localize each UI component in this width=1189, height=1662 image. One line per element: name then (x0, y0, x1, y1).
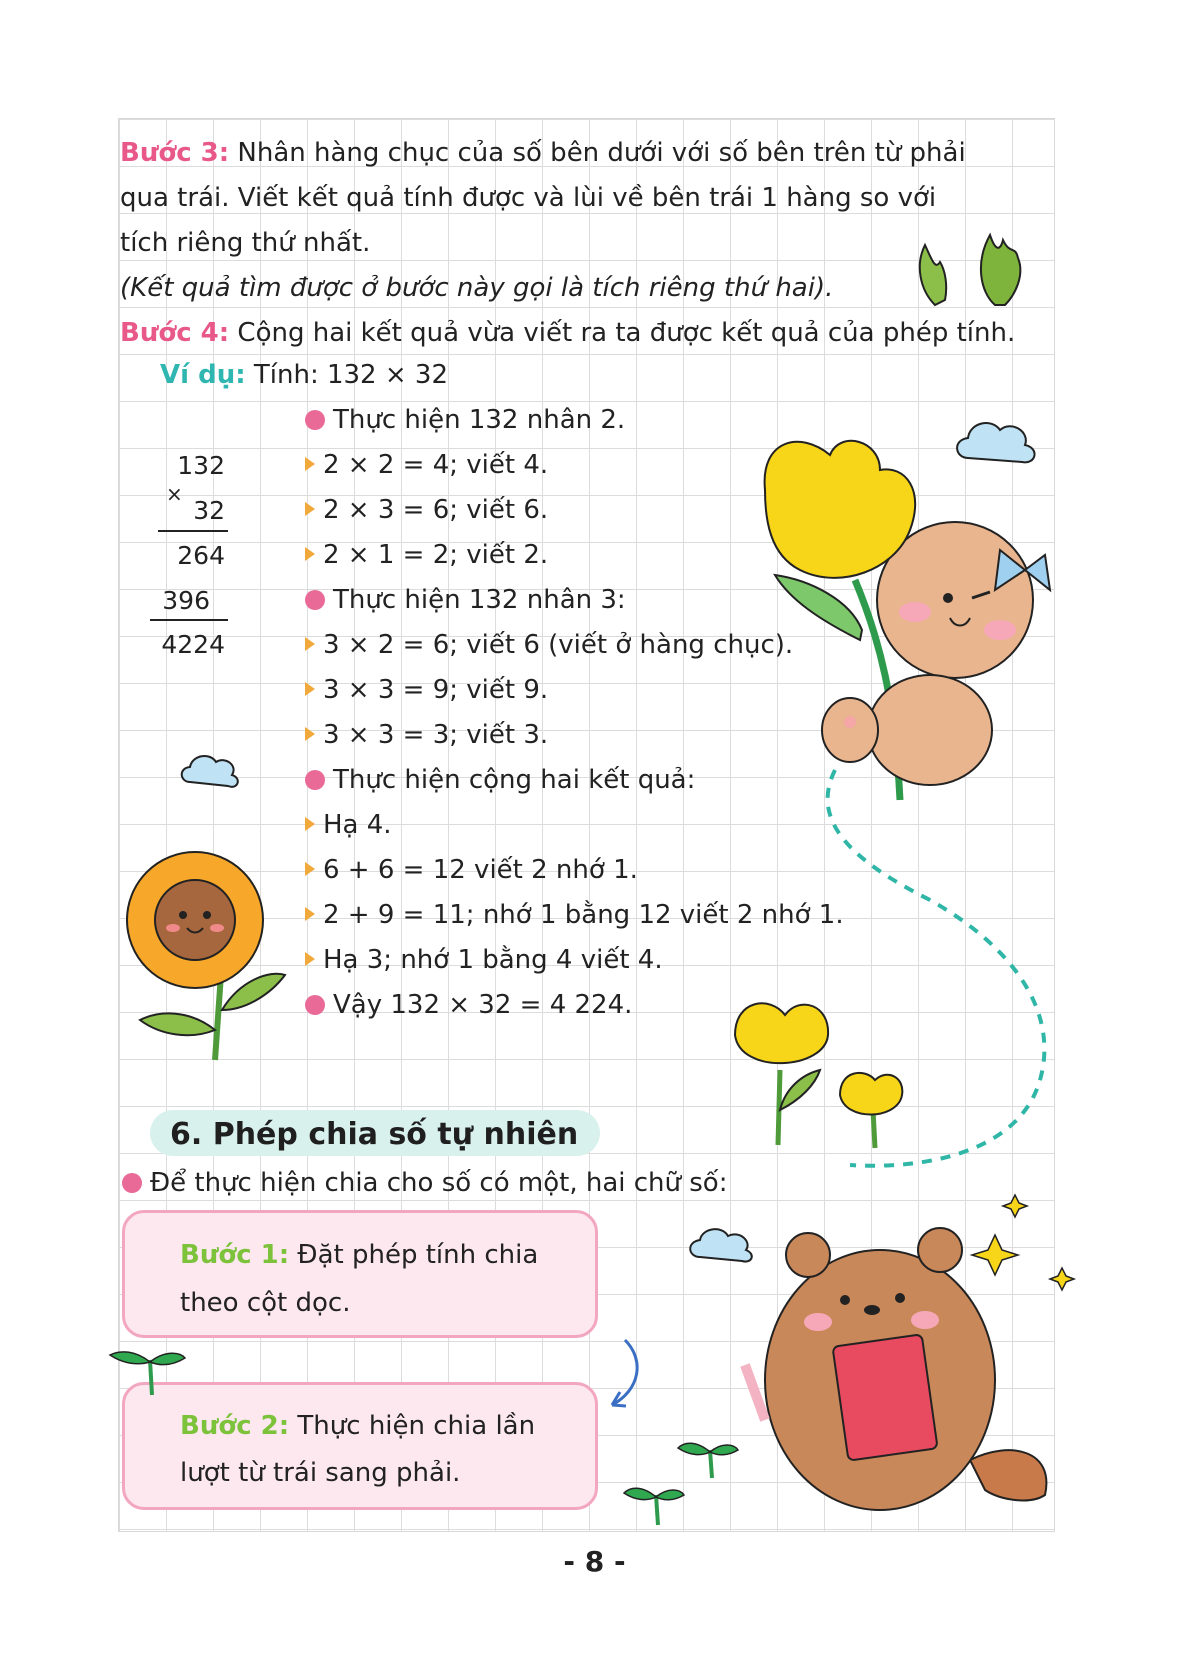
operator-sign: × (166, 482, 183, 506)
list-item: Thực hiện 132 nhân 3: (305, 587, 626, 613)
list-item: 2 + 9 = 11; nhớ 1 bằng 12 viết 2 nhớ 1. (305, 902, 844, 928)
step3-label: Bước 3: (120, 138, 230, 168)
section-title: 6. Phép chia số tự nhiên (170, 1117, 579, 1152)
sparkle-icon (972, 1235, 1018, 1275)
list-item: Thực hiện cộng hai kết quả: (305, 767, 695, 793)
partial-product-1: 264 (177, 541, 225, 570)
cloud-icon (957, 423, 1034, 462)
division-step-2-line1: Bước 2: Thực hiện chia lần (180, 1411, 536, 1441)
sparkle-icon (1050, 1268, 1074, 1290)
multiplicand: 132 (177, 451, 225, 480)
tulip-bear-illustration (765, 441, 1050, 800)
page-number: - 8 - (563, 1545, 626, 1578)
sprout-icon (678, 1443, 738, 1478)
list-item: 2 × 3 = 6; viết 6. (305, 497, 548, 523)
division-step-1-line2: theo cột dọc. (180, 1288, 351, 1318)
list-item: 6 + 6 = 12 viết 2 nhớ 1. (305, 857, 638, 883)
list-item: Vậy 132 × 32 = 4 224. (305, 992, 632, 1018)
product-result: 4224 (161, 630, 225, 659)
step3-line3: tích riêng thứ nhất. (120, 228, 371, 258)
partial-product-2: 396 (162, 586, 210, 615)
section-intro: Để thực hiện chia cho số có một, hai chữ số: (122, 1170, 727, 1196)
example-label: Ví dụ: (160, 360, 246, 390)
list-item: 3 × 3 = 9; viết 9. (305, 677, 548, 703)
list-item: 2 × 2 = 4; viết 4. (305, 452, 548, 478)
list-item: Thực hiện 132 nhân 2. (305, 407, 625, 433)
step4-label: Bước 4: (120, 318, 230, 348)
list-item: 3 × 2 = 6; viết 6 (viết ở hàng chục). (305, 632, 793, 658)
curved-arrow-icon (612, 1340, 637, 1406)
grass-icon (920, 235, 1021, 305)
division-step-1-line1: Bước 1: Đặt phép tính chia (180, 1240, 539, 1270)
sunflower-illustration (127, 852, 285, 1060)
list-item: Hạ 3; nhớ 1 bằng 4 viết 4. (305, 947, 663, 973)
step3-note: (Kết quả tìm được ở bước này gọi là tích riêng thứ hai). (120, 273, 834, 303)
sparkle-icon (1003, 1195, 1027, 1217)
division-step-2-line2: lượt từ trái sang phải. (180, 1458, 461, 1488)
example-text: Tính: 132 × 32 (253, 360, 448, 390)
bear-with-book-illustration (745, 1228, 1046, 1510)
list-item: 3 × 3 = 3; viết 3. (305, 722, 548, 748)
tulips-illustration (735, 1003, 902, 1148)
cloud-icon (690, 1229, 752, 1261)
sprout-icon (110, 1352, 185, 1395)
step3-line2: qua trái. Viết kết quả tính được và lùi về bên trái 1 hàng so với (120, 183, 937, 213)
step3-text1: Nhân hàng chục của số bên dưới với số bên trên từ phải (237, 138, 966, 168)
list-item: 2 × 1 = 2; viết 2. (305, 542, 548, 568)
sprout-icon (624, 1488, 684, 1525)
cloud-icon (182, 756, 238, 787)
step4-text: Cộng hai kết quả vừa viết ra ta được kết quả của phép tính. (237, 318, 1016, 348)
list-item: Hạ 4. (305, 812, 392, 838)
multiplier: 32 (193, 496, 225, 525)
